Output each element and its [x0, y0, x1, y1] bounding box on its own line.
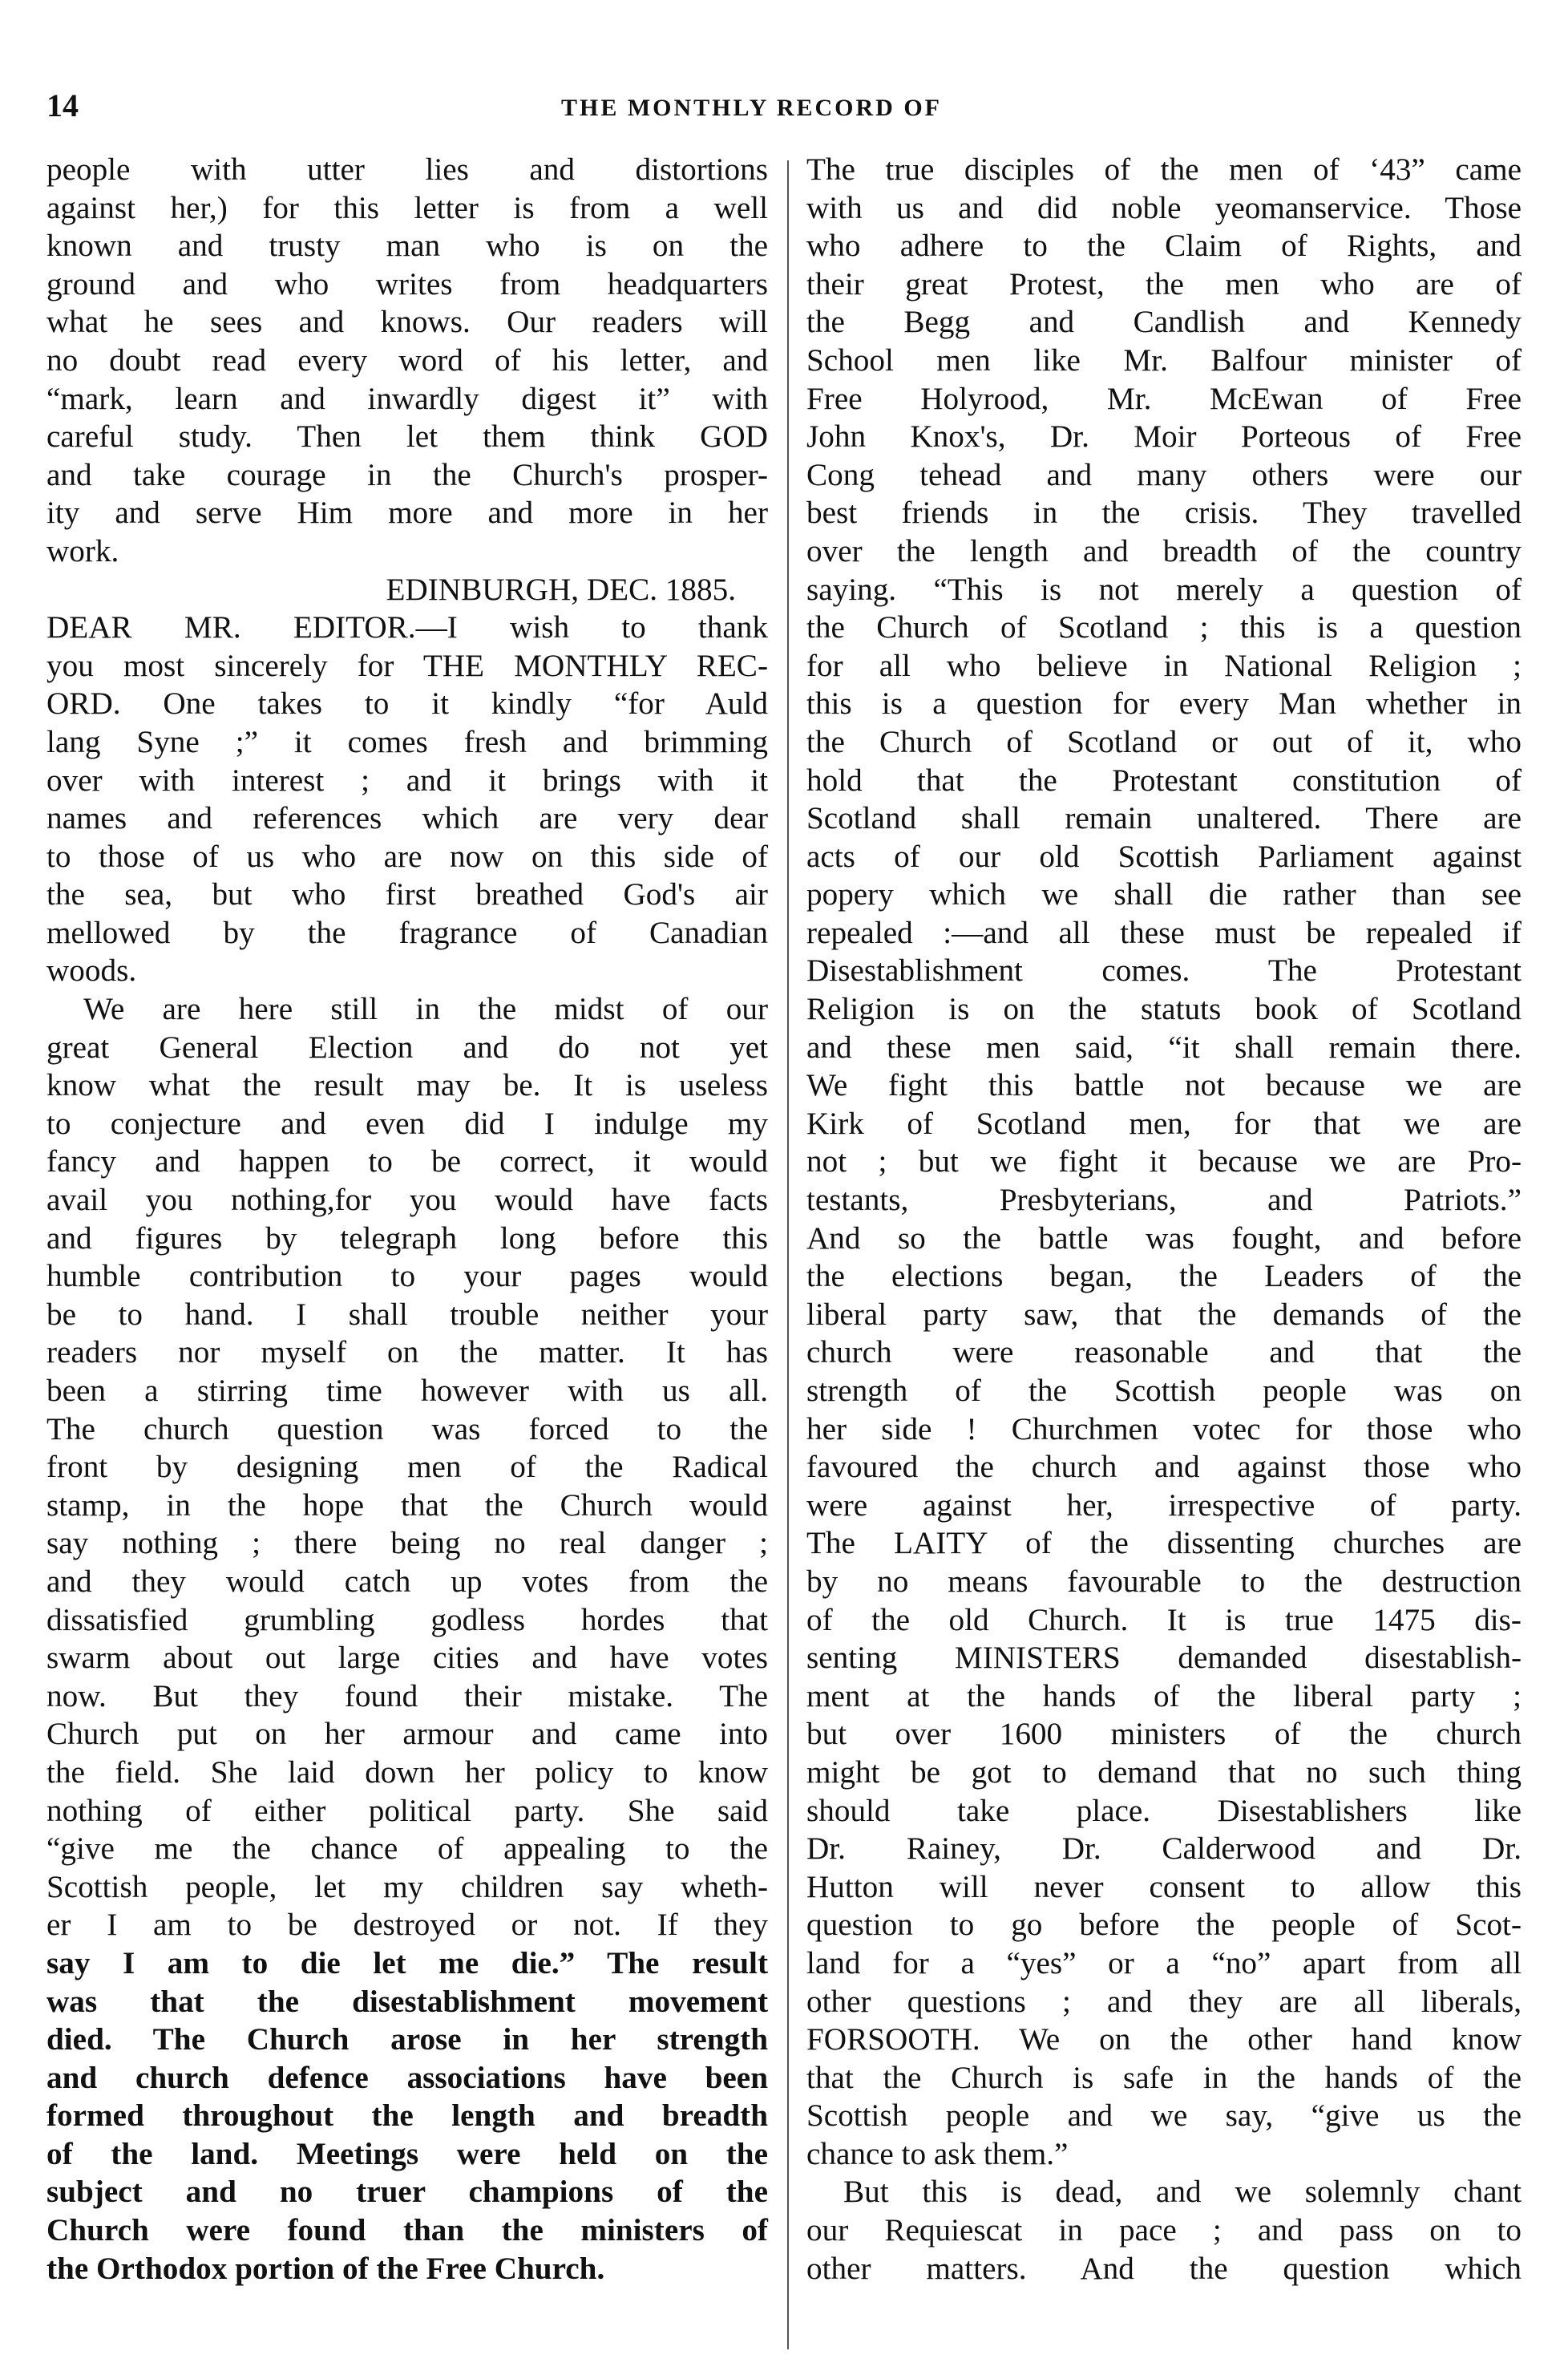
text-line: swarm about out large cities and have votes — [46, 1641, 768, 1676]
text-line: who adhere to the Claim of Rights, and — [806, 229, 1522, 264]
text-line: careful study. Then let them think GOD — [46, 419, 768, 455]
text-line: should take place. Disestablishers like — [806, 1793, 1522, 1828]
text-line: Church were found than the ministers of — [46, 2213, 768, 2248]
text-line: was that the disestablishment movement — [46, 1984, 768, 2019]
text-line: avail you nothing,for you would have facts — [46, 1183, 768, 1218]
text-line: fancy and happen to be correct, it would — [46, 1144, 768, 1179]
text-line: this is a question for every Man whether in — [806, 686, 1522, 722]
text-line: Scotland shall remain unaltered. There are — [806, 801, 1522, 836]
text-line: subject and no truer champions of the — [46, 2175, 768, 2210]
text-line: acts of our old Scottish Parliament against — [806, 839, 1522, 874]
text-line: names and references which are very dear — [46, 801, 768, 836]
text-line: And so the battle was fought, and before — [806, 1220, 1522, 1256]
text-line: of the land. Meetings were held on the — [46, 2136, 768, 2171]
text-line: now. But they found their mistake. The — [46, 1678, 768, 1713]
text-line: favoured the church and against those who — [806, 1450, 1522, 1485]
text-line: that the Church is safe in the hands of the — [806, 2060, 1522, 2095]
text-line: Disestablishment comes. The Protestant — [806, 953, 1522, 989]
text-line: Cong tehead and many others were our — [806, 457, 1522, 492]
text-line: Scottish people, let my children say wheth- — [46, 1869, 768, 1904]
text-line: against her,) for this letter is from a well — [46, 190, 768, 225]
left-column — [46, 151, 768, 2288]
text-line: We are here still in the midst of our — [83, 992, 768, 1027]
text-line: Church put on her armour and came into — [46, 1717, 768, 1752]
text-line: But this is dead, and we solemnly chant — [843, 2175, 1522, 2210]
text-line: stamp, in the hope that the Church would — [46, 1487, 768, 1523]
text-line: Dr. Rainey, Dr. Calderwood and Dr. — [806, 1831, 1522, 1867]
page-number: 14 — [46, 87, 79, 123]
text-line: no doubt read every word of his letter, and — [46, 342, 768, 378]
text-line: and they would catch up votes from the — [46, 1564, 768, 1599]
text-line: other questions ; and they are all liberals, — [806, 1984, 1522, 2019]
text-line: DEAR MR. EDITOR.—I wish to thank — [46, 610, 768, 645]
text-line: lang Syne ;” it comes fresh and brimming — [46, 724, 768, 759]
text-line: with us and did noble yeomanservice. Those — [806, 190, 1522, 225]
text-line: “give me the chance of appealing to the — [46, 1831, 768, 1867]
text-line: ORD. One takes to it kindly “for Auld — [46, 686, 768, 722]
text-line: to conjecture and even did I indulge my — [46, 1106, 768, 1141]
text-line: School men like Mr. Balfour minister of — [806, 342, 1522, 378]
text-line: what he sees and knows. Our readers will — [46, 305, 768, 340]
text-line: to those of us who are now on this side of — [46, 839, 768, 874]
text-line: hold that the Protestant constitution of — [806, 763, 1522, 798]
text-line: and these men said, “it shall remain there. — [806, 1030, 1522, 1065]
text-line: say nothing ; there being no real danger ; — [46, 1526, 768, 1561]
text-line: known and trusty man who is on the — [46, 229, 768, 264]
text-line: say I am to die let me die.” The result — [46, 1945, 768, 1980]
text-line: work. — [46, 533, 119, 568]
text-line: Hutton will never consent to allow this — [806, 1869, 1522, 1904]
text-line: mellowed by the fragrance of Canadian — [46, 915, 768, 950]
text-line: er I am to be destroyed or not. If they — [46, 1908, 768, 1943]
text-line: great General Election and do not yet — [46, 1030, 768, 1065]
text-line: liberal party saw, that the demands of the — [806, 1297, 1522, 1332]
text-line: died. The Church arose in her strength — [46, 2022, 768, 2057]
text-line: question to go before the people of Scot- — [806, 1908, 1522, 1943]
text-line: over the length and breadth of the country — [806, 533, 1522, 568]
text-line: repealed :—and all these must be repealed if — [806, 915, 1522, 950]
text-line: popery which we shall die rather than see — [806, 877, 1522, 912]
text-line: saying. “This is not merely a question of — [806, 572, 1522, 607]
text-line: ity and serve Him more and more in her — [46, 496, 768, 531]
text-line: ground and who writes from headquarters — [46, 266, 768, 301]
text-line: of the old Church. It is true 1475 dis- — [806, 1602, 1522, 1637]
text-line: woods. — [46, 953, 137, 989]
text-line: not ; but we fight it because we are Pro- — [806, 1144, 1522, 1179]
text-line: readers nor myself on the matter. It has — [46, 1335, 768, 1370]
text-line: and church defence associations have been — [46, 2060, 768, 2095]
text-line: “mark, learn and inwardly digest it” with — [46, 381, 768, 416]
text-line: The church question was forced to the — [46, 1411, 768, 1446]
text-line: know what the result may be. It is useless — [46, 1068, 768, 1103]
right-column — [806, 151, 1522, 2288]
column-divider — [787, 160, 789, 2349]
text-line: strength of the Scottish people was on — [806, 1374, 1522, 1408]
text-line: our Requiescat in pace ; and pass on to — [806, 2213, 1522, 2248]
text-line: the field. She laid down her policy to know — [46, 1754, 768, 1790]
text-line: the Begg and Candlish and Kennedy — [806, 305, 1522, 340]
text-line: nothing of either political party. She said — [46, 1793, 768, 1828]
text-line: Scottish people and we say, “give us the — [806, 2098, 1522, 2134]
text-line: and take courage in the Church's prosper- — [46, 457, 768, 492]
text-line: land for a “yes” or a “no” apart from all — [806, 1945, 1522, 1980]
text-line: you most sincerely for THE MONTHLY REC- — [46, 648, 768, 683]
text-line: testants, Presbyterians, and Patriots.” — [806, 1183, 1522, 1218]
text-line: FORSOOTH. We on the other hand know — [806, 2022, 1522, 2057]
text-line: Free Holyrood, Mr. McEwan of Free — [806, 381, 1522, 416]
text-line: We fight this battle not because we are — [806, 1068, 1522, 1103]
text-line: formed throughout the length and breadth — [46, 2098, 768, 2134]
text-line: senting MINISTERS demanded disestablish- — [806, 1641, 1522, 1676]
text-line: the Orthodox portion of the Free Church. — [46, 2251, 605, 2286]
running-title: THE MONTHLY RECORD OF — [561, 95, 942, 121]
text-line: the sea, but who first breathed God's air — [46, 877, 768, 912]
text-line: the Church of Scotland ; this is a question — [806, 610, 1522, 645]
text-line: ment at the hands of the liberal party ; — [806, 1678, 1522, 1713]
text-line: dissatisfied grumbling godless hordes that — [46, 1602, 768, 1637]
text-line: the elections began, the Leaders of the — [806, 1259, 1522, 1294]
text-line: her side ! Churchmen votec for those who — [806, 1411, 1522, 1446]
text-line: might be got to demand that no such thing — [806, 1754, 1522, 1790]
text-line: and figures by telegraph long before this — [46, 1220, 768, 1256]
text-line: church were reasonable and that the — [806, 1335, 1522, 1370]
text-line: front by designing men of the Radical — [46, 1450, 768, 1485]
text-line: chance to ask them.” — [806, 2136, 1069, 2171]
text-line: The LAITY of the dissenting churches are — [806, 1526, 1522, 1561]
text-line: were against her, irrespective of party. — [806, 1487, 1522, 1523]
text-line: The true disciples of the men of ‘43” came — [806, 152, 1522, 187]
text-line: Kirk of Scotland men, for that we are — [806, 1106, 1522, 1141]
text-line: the Church of Scotland or out of it, who — [806, 724, 1522, 759]
text-line: by no means favourable to the destruction — [806, 1564, 1522, 1599]
text-line: been a stirring time however with us all. — [46, 1374, 768, 1408]
text-line: best friends in the crisis. They travelled — [806, 496, 1522, 531]
text-line: over with interest ; and it brings with it — [46, 763, 768, 798]
text-line: Religion is on the statuts book of Scotland — [806, 992, 1522, 1027]
text-line: people with utter lies and distortions — [46, 152, 768, 187]
text-line: John Knox's, Dr. Moir Porteous of Free — [806, 419, 1522, 455]
text-line: be to hand. I shall trouble neither your — [46, 1297, 768, 1332]
text-line: other matters. And the question which — [806, 2251, 1522, 2286]
text-line: humble contribution to your pages would — [46, 1259, 768, 1294]
text-line: their great Protest, the men who are of — [806, 266, 1522, 301]
text-line: but over 1600 ministers of the church — [806, 1717, 1522, 1752]
text-line: for all who believe in National Religion ; — [806, 648, 1522, 683]
text-line: EDINBURGH, DEC. 1885. — [386, 572, 736, 607]
